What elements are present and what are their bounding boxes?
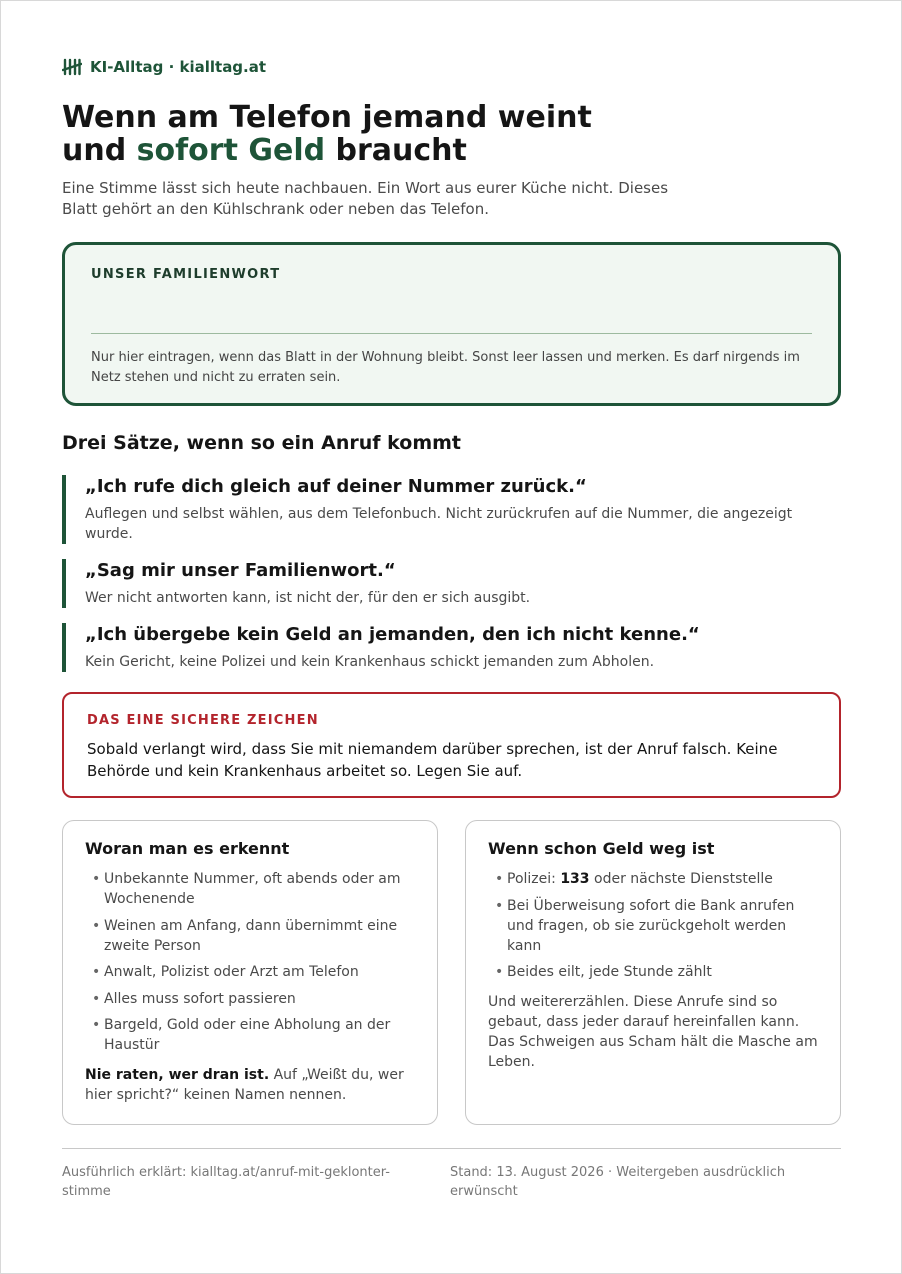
list-item: • Weinen am Anfang, dann übernimmt eine zweite Person bbox=[85, 916, 415, 956]
police-label: Polizei: bbox=[507, 871, 561, 887]
footer-date-text: Stand: 13. August 2026 · Weitergeben ausdrücklich erwünscht bbox=[450, 1165, 786, 1199]
list-item: • Alles muss sofort passieren bbox=[85, 989, 415, 1009]
warning-box bbox=[62, 692, 841, 798]
recognize-foot-rest: Auf „Weißt du, wer hier spricht?“ keinen Namen nennen. bbox=[85, 1067, 404, 1103]
page-title bbox=[62, 101, 822, 167]
sentence-item bbox=[62, 623, 841, 672]
lead-text: Eine Stimme lässt sich heute nachbauen. Ein Wort aus eurer Küche nicht. Dieses Blatt gehört an den Kühlschrank oder neben das Telefon. bbox=[62, 179, 669, 218]
money-gone-box bbox=[465, 820, 841, 1125]
sentence-desc: Auflegen und selbst wählen, aus dem Telefonbuch. Nicht zurückrufen auf die Nummer, die angezeigt wurde. bbox=[85, 506, 793, 542]
sentences-heading: Drei Sätze, wenn so ein Anruf kommt bbox=[62, 432, 462, 454]
list-item: • Anwalt, Polizist oder Arzt am Telefon bbox=[85, 962, 415, 982]
family-word-note: Nur hier eintragen, wenn das Blatt in der Wohnung bleibt. Sonst leer lassen und merken. Es darf nirgends im Netz stehen und nicht zu erraten sein. bbox=[91, 350, 800, 385]
money-gone-heading: Wenn schon Geld weg ist bbox=[488, 839, 715, 858]
family-word-write-line bbox=[91, 333, 812, 334]
police-number: 133 bbox=[560, 871, 590, 887]
list-item: • Bei Überweisung sofort die Bank anrufen und fragen, ob sie zurückgeholt werden kann bbox=[488, 896, 818, 956]
police-rest: oder nächste Dienststelle bbox=[589, 871, 773, 887]
sentence-quote: „Ich rufe dich gleich auf deiner Nummer zurück.“ bbox=[85, 476, 587, 497]
family-word-box bbox=[62, 242, 841, 406]
footer-link-text: Ausführlich erklärt: kialltag.at/anruf-mit-geklonter-stimme bbox=[62, 1165, 390, 1199]
recognize-box bbox=[62, 820, 438, 1125]
title-line-2-pre: und bbox=[62, 133, 137, 168]
recognize-list bbox=[85, 869, 415, 1055]
warning-text: Sobald verlangt wird, dass Sie mit niemandem darüber sprechen, ist der Anruf falsch. Keine Behörde und kein Krankenhaus arbeitet so. Legen Sie auf. bbox=[87, 740, 778, 780]
tally-marks-icon bbox=[62, 58, 82, 76]
sentence-quote: „Sag mir unser Familienwort.“ bbox=[85, 560, 396, 581]
warning-label: DAS EINE SICHERE ZEICHEN bbox=[87, 713, 319, 728]
list-item bbox=[488, 869, 818, 889]
brand-header bbox=[62, 58, 266, 76]
recognize-heading: Woran man es erkennt bbox=[85, 839, 290, 858]
brand-text: KI-Alltag · kialltag.at bbox=[90, 58, 267, 76]
title-line-2-post: braucht bbox=[325, 133, 467, 168]
list-item: • Unbekannte Nummer, oft abends oder am Wochenende bbox=[85, 869, 415, 909]
sentence-quote: „Ich übergebe kein Geld an jemanden, den ich nicht kenne.“ bbox=[85, 624, 700, 645]
recognize-foot-bold: Nie raten, wer dran ist. bbox=[85, 1067, 270, 1083]
title-line-1: Wenn am Telefon jemand weint bbox=[62, 100, 592, 135]
list-item: • Beides eilt, jede Stunde zählt bbox=[488, 962, 818, 982]
sentence-desc: Kein Gericht, keine Polizei und kein Krankenhaus schickt jemanden zum Abholen. bbox=[85, 654, 655, 670]
recognize-footnote bbox=[85, 1065, 415, 1105]
family-word-label: UNSER FAMILIENWORT bbox=[91, 267, 281, 282]
sentence-item bbox=[62, 475, 841, 544]
footer-divider bbox=[62, 1148, 841, 1149]
money-gone-list bbox=[488, 869, 818, 982]
title-accent: sofort Geld bbox=[136, 133, 326, 168]
list-item: • Bargeld, Gold oder eine Abholung an der Haustür bbox=[85, 1015, 415, 1055]
sentence-desc: Wer nicht antworten kann, ist nicht der, für den er sich ausgibt. bbox=[85, 590, 531, 606]
money-gone-footnote: Und weitererzählen. Diese Anrufe sind so gebaut, dass jeder darauf hereinfallen kann. Das Schweigen aus Scham hält die Masche am Leben. bbox=[488, 994, 818, 1070]
sentence-item bbox=[62, 559, 841, 608]
